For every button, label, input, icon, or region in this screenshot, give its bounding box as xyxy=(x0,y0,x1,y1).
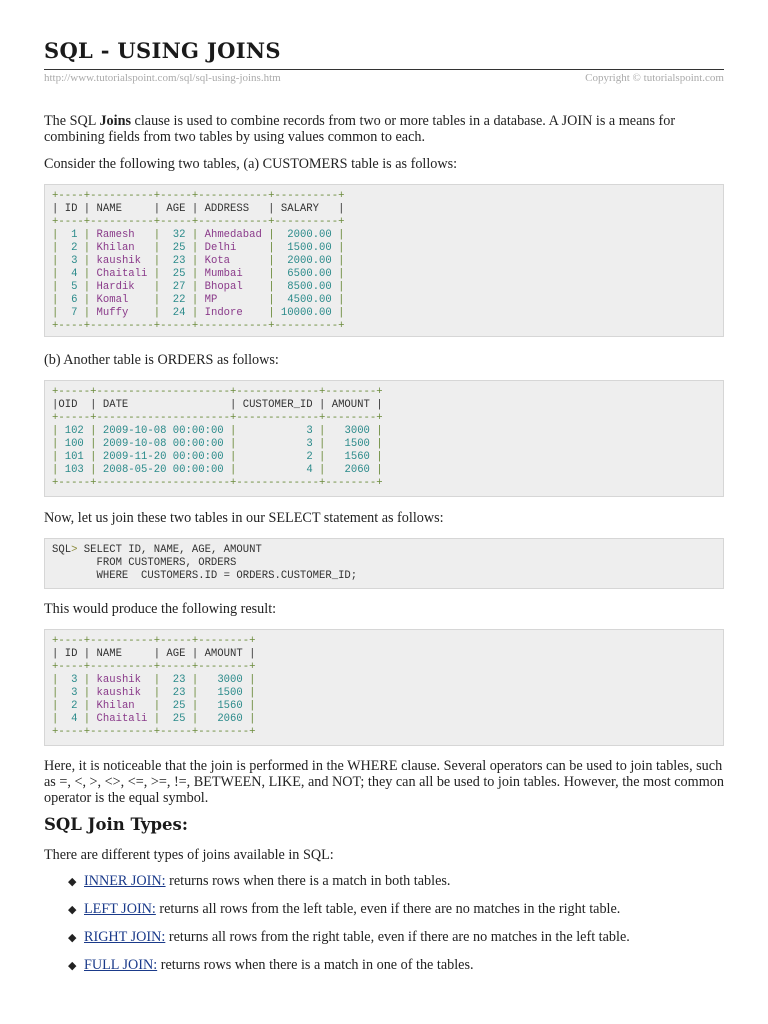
sql-line: FROM CUSTOMERS, ORDERS xyxy=(52,557,237,569)
cell-separator: | xyxy=(52,307,59,319)
table-cell: 3 xyxy=(58,687,84,699)
join-type-item xyxy=(44,929,724,957)
cell-separator: | xyxy=(153,674,161,686)
table-row xyxy=(52,242,344,254)
cell-separator: | xyxy=(153,700,161,712)
table-cell: 3 xyxy=(236,425,320,437)
join-type-description: returns rows when there is a match in both tables. xyxy=(165,873,451,889)
cell-separator: | xyxy=(376,438,383,450)
cell-separator: | xyxy=(191,307,199,319)
join-type-link[interactable]: RIGHT JOIN: xyxy=(84,929,166,945)
cell-separator: | xyxy=(83,281,91,293)
cell-separator: | xyxy=(191,674,199,686)
consider-paragraph: Consider the following two tables, (a) CUSTOMERS table is as follows: xyxy=(44,156,458,172)
cell-separator: | xyxy=(191,294,199,306)
table-cell: 1 xyxy=(58,229,84,241)
cell-separator: | xyxy=(268,268,275,280)
table-row xyxy=(52,255,344,267)
join-type-link[interactable]: FULL JOIN: xyxy=(84,957,158,973)
table-row xyxy=(52,674,255,686)
customers-table-block xyxy=(44,184,724,337)
cell-separator: | xyxy=(153,687,161,699)
cell-separator: | xyxy=(191,268,199,280)
cell-separator: | xyxy=(376,464,383,476)
table-cell: 7 xyxy=(58,307,84,319)
table-cell: Ahmedabad xyxy=(198,229,269,241)
cell-separator: | xyxy=(230,425,237,437)
bullet-icon: ◆ xyxy=(68,904,77,916)
result-paragraph: This would produce the following result: xyxy=(44,601,277,617)
cell-separator: | xyxy=(249,713,256,725)
cell-separator: | xyxy=(191,255,199,267)
table-cell: 23 xyxy=(160,674,192,686)
table-cell: 23 xyxy=(160,255,192,267)
table-row xyxy=(52,451,383,463)
join-type-link[interactable]: LEFT JOIN: xyxy=(84,901,156,917)
table-cell: 2 xyxy=(58,242,84,254)
cell-separator: | xyxy=(191,713,199,725)
cell-separator: | xyxy=(249,674,256,686)
table-cell: 3000 xyxy=(198,674,250,686)
cell-separator: | xyxy=(268,307,275,319)
intro-before: The SQL xyxy=(44,113,100,129)
result-table-block xyxy=(44,629,724,746)
cell-separator: | xyxy=(153,281,161,293)
table-cell: kaushik xyxy=(90,687,154,699)
table-cell: 2 xyxy=(58,700,84,712)
cell-separator: | xyxy=(52,268,59,280)
table-row xyxy=(52,294,344,306)
cell-separator: | xyxy=(191,242,199,254)
cell-separator: | xyxy=(338,229,345,241)
table-cell: kaushik xyxy=(90,255,154,267)
intro-after: clause is used to combine records from two or more tables in a database. A JOIN is a means for combining fields from two tables by using values common to each. xyxy=(44,113,676,145)
cell-separator: | xyxy=(249,687,256,699)
table-cell: 2060 xyxy=(198,713,250,725)
cell-separator: | xyxy=(83,294,91,306)
cell-separator: | xyxy=(90,464,97,476)
cell-separator: | xyxy=(52,700,59,712)
cell-separator: | xyxy=(153,307,161,319)
table-cell: Khilan xyxy=(90,242,154,254)
table-cell: 23 xyxy=(160,687,192,699)
table-cell: Ramesh xyxy=(90,229,154,241)
table-border: +----+----------+-----+--------+ xyxy=(52,726,256,738)
table-row xyxy=(52,713,255,725)
table-cell: Komal xyxy=(90,294,154,306)
sql-prompt: SQL xyxy=(52,544,72,556)
title-rule xyxy=(44,69,724,70)
cell-separator: | xyxy=(338,294,345,306)
cell-separator: | xyxy=(376,425,383,437)
table-cell: 2009-11-20 00:00:00 xyxy=(96,451,231,463)
copyright-notice: Copyright © tutorialspoint.com xyxy=(585,72,724,84)
table-cell: Indore xyxy=(198,307,269,319)
cell-separator: | xyxy=(83,700,91,712)
cell-separator: | xyxy=(52,294,59,306)
join-type-description: returns rows when there is a match in one of the tables. xyxy=(157,957,474,973)
table-cell: 1500 xyxy=(325,438,377,450)
table-row xyxy=(52,281,344,293)
cell-separator: | xyxy=(268,255,275,267)
table-cell: 3 xyxy=(58,674,84,686)
cell-separator: | xyxy=(230,464,237,476)
cell-separator: | xyxy=(268,242,275,254)
cell-separator: | xyxy=(52,674,59,686)
cell-separator: | xyxy=(83,268,91,280)
table-row xyxy=(52,464,383,476)
join-type-description: returns all rows from the right table, even if there are no matches in the left table. xyxy=(165,929,630,945)
table-cell: Chaitali xyxy=(90,713,154,725)
table-cell: 1560 xyxy=(325,451,377,463)
notice-paragraph: Here, it is noticeable that the join is performed in the WHERE clause. Several operators can be used to join tables, such as =, <, >, <>, <=, >=, !=, BETWEEN, LIKE, and NOT; they can all be used to join tables. However, the most common operator is the equal symbol. xyxy=(44,758,724,806)
join-type-item xyxy=(44,957,724,985)
cell-separator: | xyxy=(338,307,345,319)
table-row xyxy=(52,425,383,437)
table-cell: 22 xyxy=(160,294,192,306)
cell-separator: | xyxy=(153,268,161,280)
table-cell: 1560 xyxy=(198,700,250,712)
table-border: +----+----------+-----+-----------+----------+ xyxy=(52,190,345,202)
cell-separator: | xyxy=(153,229,161,241)
cell-separator: | xyxy=(249,700,256,712)
table-cell: Kota xyxy=(198,255,269,267)
bullet-icon: ◆ xyxy=(68,876,77,888)
table-cell: Bhopal xyxy=(198,281,269,293)
table-cell: MP xyxy=(198,294,269,306)
table-cell: Muffy xyxy=(90,307,154,319)
table-cell: 27 xyxy=(160,281,192,293)
table-cell: 101 xyxy=(58,451,91,463)
cell-separator: | xyxy=(52,438,59,450)
cell-separator: | xyxy=(52,451,59,463)
cell-separator: | xyxy=(90,438,97,450)
cell-separator: | xyxy=(338,281,345,293)
intro-bold: Joins xyxy=(99,113,131,129)
join-types-heading: SQL Join Types: xyxy=(44,815,188,834)
cell-separator: | xyxy=(153,294,161,306)
table-cell: 10000.00 xyxy=(274,307,339,319)
cell-separator: | xyxy=(83,255,91,267)
cell-separator: | xyxy=(90,451,97,463)
table-cell: Chaitali xyxy=(90,268,154,280)
cell-separator: | xyxy=(268,281,275,293)
cell-separator: | xyxy=(153,242,161,254)
join-type-link[interactable]: INNER JOIN: xyxy=(84,873,166,889)
table-cell: 6 xyxy=(58,294,84,306)
cell-separator: | xyxy=(338,242,345,254)
table-border: +----+----------+-----+--------+ xyxy=(52,635,256,647)
cell-separator: | xyxy=(191,281,199,293)
cell-separator: | xyxy=(83,242,91,254)
table-cell: 4500.00 xyxy=(274,294,339,306)
table-cell: 5 xyxy=(58,281,84,293)
table-row xyxy=(52,687,255,699)
cell-separator: | xyxy=(319,438,326,450)
cell-separator: | xyxy=(90,425,97,437)
table-row xyxy=(52,229,344,241)
cell-separator: | xyxy=(376,451,383,463)
cell-separator: | xyxy=(191,700,199,712)
cell-separator: | xyxy=(338,255,345,267)
table-cell: 2009-10-08 00:00:00 xyxy=(96,438,231,450)
sql-line: SELECT ID, NAME, AGE, AMOUNT xyxy=(83,544,262,556)
table-border: +-----+---------------------+-------------+--------+ xyxy=(52,386,383,398)
cell-separator: | xyxy=(52,425,59,437)
cell-separator: | xyxy=(52,229,59,241)
cell-separator: | xyxy=(52,255,59,267)
cell-separator: | xyxy=(338,268,345,280)
table-cell: 1500 xyxy=(198,687,250,699)
table-row xyxy=(52,700,255,712)
table-cell: 1500.00 xyxy=(274,242,339,254)
table-cell: 6500.00 xyxy=(274,268,339,280)
table-cell: 8500.00 xyxy=(274,281,339,293)
table-cell: 3 xyxy=(58,255,84,267)
cell-separator: | xyxy=(153,255,161,267)
table-border: +-----+---------------------+-------------+--------+ xyxy=(52,412,383,424)
table-cell: kaushik xyxy=(90,674,154,686)
table-row xyxy=(52,307,344,319)
page-title: SQL - USING JOINS xyxy=(44,38,281,63)
table-cell: 25 xyxy=(160,268,192,280)
sql-prompt-marker: > xyxy=(71,544,84,556)
cell-separator: | xyxy=(83,307,91,319)
table-cell: 2000.00 xyxy=(274,255,339,267)
table-cell: 2 xyxy=(236,451,320,463)
orders-table-block xyxy=(44,380,724,497)
table-border: +----+----------+-----+--------+ xyxy=(52,661,256,673)
table-cell: 3 xyxy=(236,438,320,450)
table-cell: 2060 xyxy=(325,464,377,476)
join-paragraph: Now, let us join these two tables in our SELECT statement as follows: xyxy=(44,510,444,526)
cell-separator: | xyxy=(191,229,199,241)
orders-paragraph: (b) Another table is ORDERS as follows: xyxy=(44,352,279,368)
join-types-list xyxy=(44,873,724,985)
cell-separator: | xyxy=(191,687,199,699)
cell-separator: | xyxy=(153,713,161,725)
table-cell: 2000.00 xyxy=(274,229,339,241)
table-cell: Mumbai xyxy=(198,268,269,280)
bullet-icon: ◆ xyxy=(68,960,77,972)
cell-separator: | xyxy=(52,242,59,254)
table-cell: 4 xyxy=(236,464,320,476)
cell-separator: | xyxy=(83,713,91,725)
join-types-intro: There are different types of joins available in SQL: xyxy=(44,847,334,863)
table-border: +-----+---------------------+-------------+--------+ xyxy=(52,477,383,489)
table-border: +----+----------+-----+-----------+----------+ xyxy=(52,216,345,228)
table-cell: 2009-10-08 00:00:00 xyxy=(96,425,231,437)
join-type-item xyxy=(44,873,724,901)
table-row xyxy=(52,438,383,450)
cell-separator: | xyxy=(230,451,237,463)
table-row xyxy=(52,268,344,280)
table-cell: 4 xyxy=(58,268,84,280)
intro-paragraph xyxy=(44,113,724,145)
cell-separator: | xyxy=(52,464,59,476)
table-cell: 24 xyxy=(160,307,192,319)
table-cell: 100 xyxy=(58,438,91,450)
cell-separator: | xyxy=(319,451,326,463)
cell-separator: | xyxy=(268,294,275,306)
sql-line: WHERE CUSTOMERS.ID = ORDERS.CUSTOMER_ID; xyxy=(52,570,358,582)
table-cell: 32 xyxy=(160,229,192,241)
table-header: | ID | NAME | AGE | ADDRESS | SALARY | xyxy=(52,203,345,215)
table-border: +----+----------+-----+-----------+----------+ xyxy=(52,320,345,332)
table-header: |OID | DATE | CUSTOMER_ID | AMOUNT | xyxy=(52,399,383,411)
table-cell: Khilan xyxy=(90,700,154,712)
cell-separator: | xyxy=(52,713,59,725)
table-cell: Hardik xyxy=(90,281,154,293)
table-cell: 25 xyxy=(160,713,192,725)
cell-separator: | xyxy=(319,425,326,437)
join-type-description: returns all rows from the left table, even if there are no matches in the right table. xyxy=(155,901,621,917)
table-cell: 103 xyxy=(58,464,91,476)
table-cell: 25 xyxy=(160,242,192,254)
table-header: | ID | NAME | AGE | AMOUNT | xyxy=(52,648,256,660)
bullet-icon: ◆ xyxy=(68,932,77,944)
table-cell: Delhi xyxy=(198,242,269,254)
cell-separator: | xyxy=(83,687,91,699)
cell-separator: | xyxy=(83,674,91,686)
table-cell: 25 xyxy=(160,700,192,712)
source-url: http://www.tutorialspoint.com/sql/sql-using-joins.htm xyxy=(44,72,281,84)
join-type-item xyxy=(44,901,724,929)
table-cell: 3000 xyxy=(325,425,377,437)
cell-separator: | xyxy=(319,464,326,476)
sql-query-block xyxy=(44,538,724,589)
table-cell: 102 xyxy=(58,425,91,437)
table-cell: 4 xyxy=(58,713,84,725)
cell-separator: | xyxy=(230,438,237,450)
table-cell: 2008-05-20 00:00:00 xyxy=(96,464,231,476)
cell-separator: | xyxy=(268,229,275,241)
cell-separator: | xyxy=(52,687,59,699)
cell-separator: | xyxy=(83,229,91,241)
cell-separator: | xyxy=(52,281,59,293)
